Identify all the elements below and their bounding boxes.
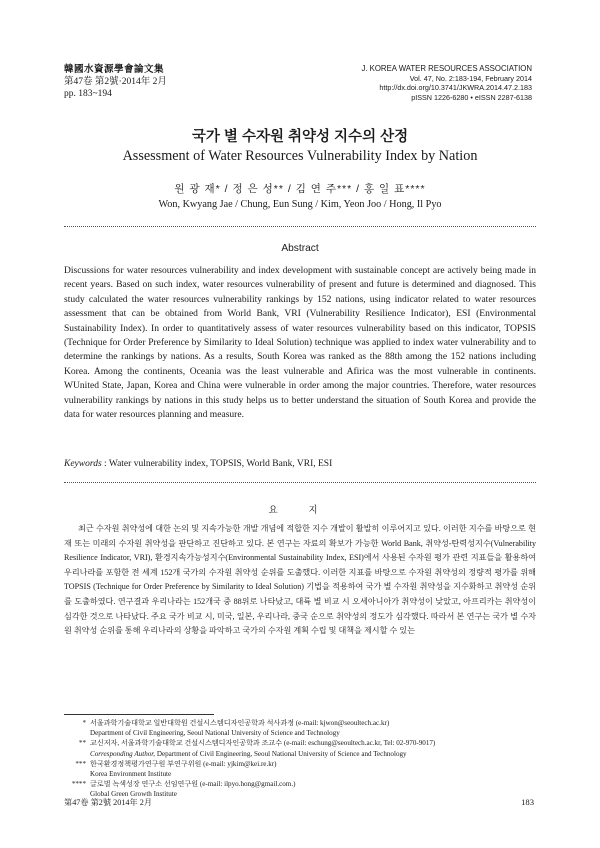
journal-header-left [64, 64, 167, 100]
yoji-heading: 요 지 [268, 505, 332, 516]
doi-link[interactable]: http://dx.doi.org/10.3741/JKWRA.2014.47.2.183 [379, 83, 532, 93]
authors-english: Won, Kwyang Jae / Chung, Eun Sung / Kim, Yeon Joo / Hong, Il Pyo [158, 199, 442, 210]
volume-issue: 第47卷 第2號·2014年 2月 [64, 77, 167, 87]
footnotes [64, 718, 534, 800]
page-range: pp. 183~194 [64, 89, 112, 99]
footnote-mark: *** [75, 759, 86, 768]
dotted-divider [64, 482, 536, 483]
keywords-label: Keywords [64, 459, 102, 469]
footnote-3 [64, 759, 534, 769]
volume-en: Vol. 47, No. 2:183-194, February 2014 [409, 73, 532, 83]
footnote-mark: **** [71, 780, 86, 789]
footnote-affiliation: Department of Civil Engineering, Seoul National University of Science and Technology [90, 729, 340, 738]
journal-name-en: J. KOREA WATER RESOURCES ASSOCIATION [361, 64, 532, 73]
dotted-divider [64, 226, 536, 227]
footnote-text: 글로벌 녹색성장 연구소 선임연구원 (e-mail: ilpyo.hong@gmail.com.) [90, 780, 296, 789]
footer-volume: 第47卷 第2號 2014年 2月 [64, 798, 153, 807]
keywords-line [64, 459, 536, 469]
keywords-text: : Water vulnerability index, TOPSIS, World Bank, VRI, ESI [104, 459, 333, 469]
page-number: 183 [521, 797, 534, 807]
footnote-4 [64, 779, 534, 789]
issn: pISSN 1226-6280 • eISSN 2287-6138 [411, 92, 532, 102]
journal-name-hanja: 韓國水資源學會論文集 [64, 64, 165, 75]
journal-header-right [361, 64, 532, 102]
title-korean: 국가 별 수자원 취약성 지수의 산정 [191, 129, 409, 145]
footnote-2 [64, 738, 534, 748]
footnote-rule [64, 714, 214, 715]
authors-korean: 원 광 재* / 정 은 성** / 김 연 주*** / 홍 일 표**** [174, 183, 426, 195]
footnote-affiliation [64, 749, 534, 759]
footnote-affiliation: Global Green Growth Institute [90, 790, 177, 799]
footnote-text: 한국환경정책평가연구원 부연구위원 (e-mail: yjkim@kei.re.kr) [90, 759, 277, 768]
footnote-text: 서울과학기술대학교 일반대학원 건설시스템디자인공학과 석사과정 (e-mail: kjwon@seoultech.ac.kr) [90, 719, 390, 727]
footnote-text: 교신저자, 서울과학기술대학교 건설시스템디자인공학과 조교수 (e-mail: eschung@seoultech.ac.kr, Tel: 02-970-9017) [90, 739, 436, 748]
footnote-mark: ** [78, 739, 86, 748]
title-english: Assessment of Water Resources Vulnerability Index by Nation [122, 148, 478, 164]
footnote-mark: * [82, 719, 86, 727]
footnote-affiliation-text: Department of Civil Engineering, Seoul National University of Science and Technology [156, 749, 407, 758]
corresponding-author-label: Corresponding Author, [90, 749, 156, 758]
korean-abstract-body: 최근 수자원 취약성에 대한 논의 및 지속가능한 개발 개념에 적합한 지수 개발이 활발히 이루어지고 있다. 이러한 지수를 바탕으로 현재 또는 미래의 수자원 취약성을 판단하고 진단하고 있다. 본 연구는 자료의 확보가 가능한 World Bank, 취약성-탄력성지수(Vulnerability Resilience Indicator, VRI), 환경지속가능성지수(Environmental Sustainability Index, ESI)에서 사용된 수자원 평가 관련 지표들을 활용하여 우리나라를 포함한 전 세계 152개 국가의 수자원 취약성 순위를 도출했다. 이러한 지표를 바탕으로 수자원 취약성의 정량적 평가를 위해 TOPSIS (Technique for Order Preference by Similarity to Ideal Solution) 기법을 적용하여 국가 별 수자원 취약성을 지수화하고 취약성 순위를 도출하였다. 연구결과 우리나라는 152개국 중 88위로 나타났고, 대륙 별 비교 시 오세아니아가 취약성이 낮았고, 아프리카는 취약성이 심각한 것으로 나타났다. 주요 국가 비교 시, 미국, 일본, 우리나라, 중국 순으로 취약성의 정도가 심각했다. 따라서 본 연구는 국가 별 수자원 취약성 순위를 통해 우리나라의 상황을 파악하고 국가의 수자원 계획 수립 및 대책을 제시할 수 있는 [64, 524, 536, 636]
footnote-affiliation: Korea Environment Institute [90, 770, 172, 779]
abstract-body: Discussions for water resources vulnerability and index development with sustainable concept are actively being made in recent years. Based on such index, water resources vulnerability of present and future is determined and diagnosed. This study calculated the water resources vulnerability rankings by 152 nations, using indicator related to water resources assessment that can be obtained from World Bank, VRI (Vulnerability Resilience Indicator), ESI (Environmental Sustainability Index). In order to quantitatively assess of water resources vulnerability based on this indicator, TOPSIS (Technique for Order Preference by Similarity to Ideal Solution) technique was applied to index water vulnerability and to determine the rankings by nations. As a results, South Korea was ranked as the 88th among the 152 nations including Korea. Among the continents, Oceania was the least vulnerable and Afirica was the most vulnerable in continents. WUnited State, Japan, Korea and China were vulnerable in order among the major countries. Therefore, water resources vulnerability rankings by nations in this study helps us to better understand the situation of South Korea and provide the data for water resources planning and measure. [64, 265, 536, 421]
abstract-heading: Abstract [281, 243, 319, 254]
footnote-1 [64, 718, 534, 728]
